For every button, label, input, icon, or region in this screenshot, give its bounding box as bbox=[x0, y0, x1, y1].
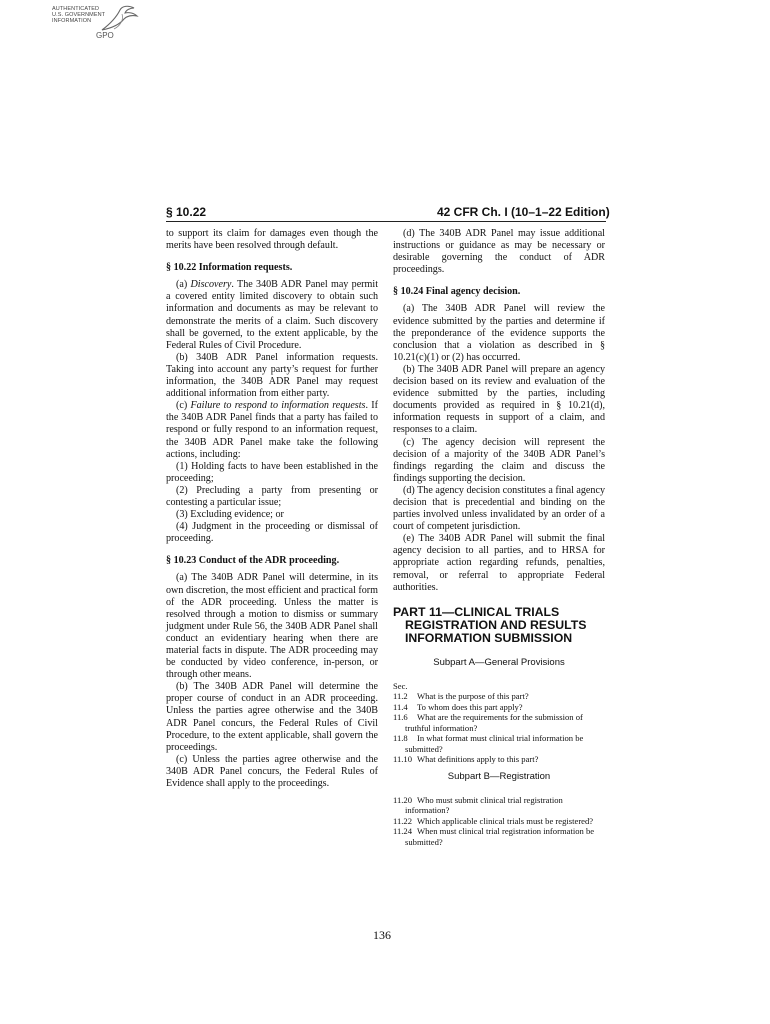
running-head-title: 42 CFR Ch. I (10–1–22 Edition) bbox=[437, 205, 610, 219]
para-text: . The 340B ADR Panel may permit a covered entity limited discovery to obtain such information and documents as may be relevant to demonstrate the merits of a claim. Such discovery shall be governed, to the extent applicable, by the Federal Rules of Civil Procedure. bbox=[166, 279, 378, 351]
section-heading-10-22: § 10.22 Information requests. bbox=[166, 262, 293, 274]
paragraph-10-22-c3: (3) Excluding evidence; or bbox=[176, 509, 284, 521]
paragraph-10-22-c bbox=[166, 400, 378, 460]
page-number: 136 bbox=[373, 928, 391, 942]
toc-entry-number: 11.4 bbox=[393, 701, 408, 712]
toc-entry-text: What is the purpose of this part? bbox=[417, 691, 529, 702]
para-italic-heading: Failure to respond to information requests bbox=[190, 400, 366, 412]
toc-entry-number: 11.10 bbox=[393, 754, 413, 765]
para-text: . If the 340B ADR Panel finds that a party has failed to respond or fully respond to an information request, the 340B ADR Panel make take the following actions, including: bbox=[166, 400, 378, 460]
toc-entry bbox=[393, 795, 605, 816]
toc-entry-text: In what format must clinical trial information be submitted? bbox=[405, 733, 584, 754]
toc-entry bbox=[393, 826, 605, 847]
seal-gpo-label: GPO bbox=[96, 31, 114, 40]
left-column bbox=[166, 228, 378, 790]
toc-entry-text: What definitions apply to this part? bbox=[417, 754, 539, 765]
para-italic-heading: Discovery bbox=[190, 279, 232, 291]
paragraph-10-22-c1: (1) Holding facts to have been established in the proceeding; bbox=[166, 460, 378, 484]
toc-entry bbox=[393, 691, 605, 702]
toc-entry-text: Which applicable clinical trials must be registered? bbox=[417, 815, 594, 826]
seal-line-1: AUTHENTICATED bbox=[52, 6, 100, 12]
right-column bbox=[393, 228, 605, 847]
paragraph-10-23-b: (b) The 340B ADR Panel will determine the proper course of conduct in an ADR proceeding. Unless the parties agree otherwise and the 340B ADR Panel concurs, the Federal Rules of Civil Procedure, to the extent applicable, shall govern the proceedings. bbox=[166, 681, 378, 753]
paragraph-10-24-a: (a) The 340B ADR Panel will review the evidence submitted by the parties and determine if the preponderance of the evidence supports the conclusion that a violation as described in § 10.21(c)(1) or (2) has occurred. bbox=[393, 303, 605, 363]
eagle-icon bbox=[96, 4, 140, 34]
subpart-a-heading: Subpart A—General Provisions bbox=[433, 656, 565, 668]
header-rule bbox=[166, 221, 606, 222]
subpart-b-heading: Subpart B—Registration bbox=[447, 770, 551, 782]
toc-sec-label: Sec. bbox=[393, 680, 408, 691]
running-head-section: § 10.22 bbox=[166, 205, 207, 219]
toc-entry-text: What are the requirements for the submission of truthful information? bbox=[405, 712, 583, 733]
paragraph-10-24-b: (b) The 340B ADR Panel will prepare an agency decision based on its review and evaluation of the evidence submitted by the parties, including documents provided as required in § 10.21(d), information requests in support of a claim, and responses to a claim. bbox=[393, 363, 605, 436]
toc-subpart-a-list bbox=[393, 691, 605, 765]
section-heading-10-23: § 10.23 Conduct of the ADR proceeding. bbox=[166, 555, 340, 567]
paragraph-10-22-c4: (4) Judgment in the proceeding or dismissal of proceeding. bbox=[166, 521, 378, 545]
toc-entry-text: When must clinical trial registration information be submitted? bbox=[405, 826, 595, 847]
toc-entry bbox=[393, 816, 605, 827]
seal-line-2: U.S. GOVERNMENT bbox=[52, 12, 106, 18]
toc-entry-number: 11.2 bbox=[393, 691, 408, 702]
toc-entry-number: 11.20 bbox=[393, 794, 413, 805]
toc-entry bbox=[393, 733, 605, 754]
part-title: PART 11—CLINICAL TRIALS REGISTRATION AND RESULTS INFORMATION SUBMISSION bbox=[393, 604, 587, 645]
paragraph-10-24-e: (e) The 340B ADR Panel will submit the final agency decision to all parties, and to HRSA for appropriate action regarding refunds, penalties, removal, or referral to appropriate Federal authorities. bbox=[393, 533, 605, 593]
paragraph-10-24-d: (d) The agency decision constitutes a final agency decision that is precedential and binding on the parties involved unless invalidated by an order of a court of competent jurisdiction. bbox=[393, 484, 605, 533]
paragraph-10-22-b: (b) 340B ADR Panel information requests. Taking into account any party’s request for further information, the 340B ADR Panel may request additional information from either party. bbox=[166, 351, 378, 400]
paragraph-10-22-a bbox=[166, 279, 378, 352]
toc-entry bbox=[393, 702, 605, 713]
seal-line-3: INFORMATION bbox=[52, 18, 92, 24]
toc-entry bbox=[393, 754, 605, 765]
para-label: (c) bbox=[176, 400, 191, 412]
toc-entry-number: 11.24 bbox=[393, 826, 413, 837]
toc-entry-number: 11.6 bbox=[393, 712, 408, 723]
paragraph-10-23-a: (a) The 340B ADR Panel will determine, in its own discretion, the most efficient and practical form of the ADR proceeding. Unless the matter is resolved through a motion to dismiss or summary judgment under Rule 56, the 340B ADR Panel shall conduct an evidentiary hearing when there are material facts in dispute. The ADR proceeding may be conducted by video conference, in-person, or through other means. bbox=[166, 572, 378, 681]
gpo-authentication-seal bbox=[52, 4, 144, 48]
paragraph-10-24-c: (c) The agency decision will represent the decision of a majority of the 340B ADR Panel’s findings regarding the claim and discuss the findings supporting the decision. bbox=[393, 436, 605, 484]
toc-entry-text: To whom does this part apply? bbox=[417, 701, 523, 712]
section-heading-10-24: § 10.24 Final agency decision. bbox=[393, 286, 521, 298]
toc-subpart-b-list bbox=[393, 795, 605, 848]
toc-entry-number: 11.8 bbox=[393, 733, 408, 744]
para-label: (a) bbox=[176, 279, 191, 291]
paragraph-10-23-c: (c) Unless the parties agree otherwise and the 340B ADR Panel concurs, the Federal Rules of Evidence shall apply to the proceedings. bbox=[166, 753, 378, 790]
toc-entry-number: 11.22 bbox=[393, 815, 413, 826]
toc-entry-text: Who must submit clinical trial registration information? bbox=[405, 794, 563, 816]
paragraph-10-22-c2: (2) Precluding a party from presenting or contesting a particular issue; bbox=[166, 484, 378, 508]
paragraph: to support its claim for damages even though the merits have been resolved through default. bbox=[166, 228, 378, 252]
paragraph-10-23-d: (d) The 340B ADR Panel may issue additional instructions or guidance as may be necessary or desirable governing the conduct of ADR proceedings. bbox=[393, 228, 605, 276]
toc-entry bbox=[393, 712, 605, 733]
